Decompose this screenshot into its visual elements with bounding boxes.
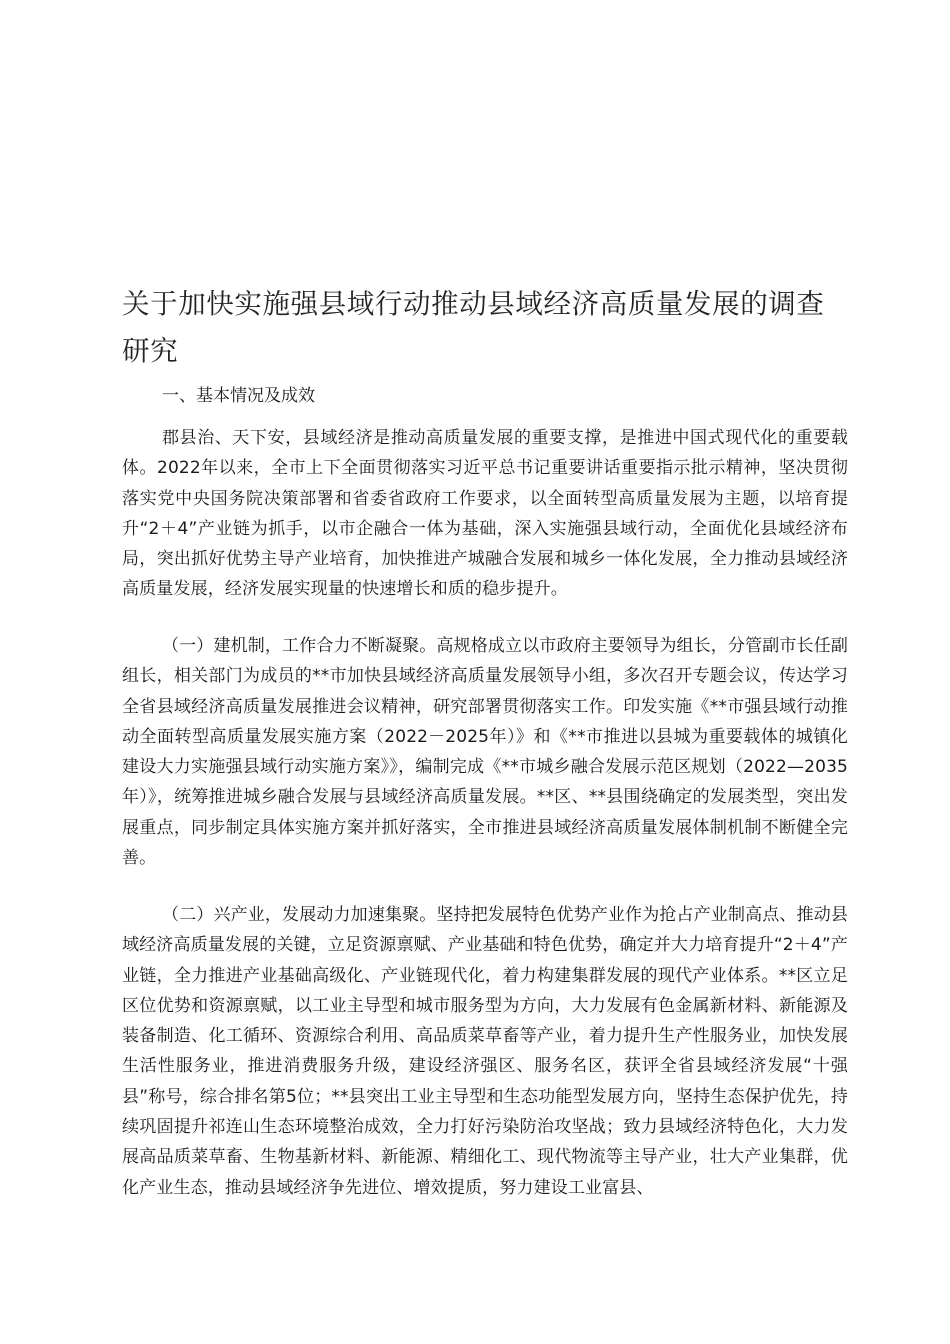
document-page [122, 0, 848, 1344]
document-title: 关于加快实施强县域行动推动县域经济高质量发展的调查研究 [122, 288, 825, 367]
section-heading: 一、基本情况及成效 [162, 386, 315, 406]
paragraph-industry: （二）兴产业，发展动力加速集聚。坚持把发展特色优势产业作为抢占产业制高点、推动县域经济高质量发展的关键，立足资源禀赋、产业基础和特色优势，确定并大力培育提升“2＋4”产业链，全力推进产业基础高级化、产业链现代化，着力构建集群发展的现代产业体系。**区立足区位优势和资源禀赋，以工业主导型和城市服务型为方向，大力发展有色金属新材料、新能源及装备制造、化工循环、资源综合利用、高品质菜草畜等产业，着力提升生产性服务业，加快发展生活性服务业，推进消费服务升级，建设经济强区、服务名区，获评全省县域经济发展“十强县”称号，综合排名第5位；**县突出工业主导型和生态功能型发展方向，坚持生态保护优先，持续巩固提升祁连山生态环境整治成效，全力打好污染防治攻坚战；致力县域经济特色化，大力发展高品质菜草畜、生物基新材料、新能源、精细化工、现代物流等主导产业，壮大产业集群，优化产业生态，推动县域经济争先进位、增效提质，努力建设工业富县、 [122, 905, 848, 1198]
paragraph-intro: 郡县治、天下安，县域经济是推动高质量发展的重要支撑，是推进中国式现代化的重要载体。2022年以来，全市上下全面贯彻落实习近平总书记重要讲话重要指示批示精神，坚决贯彻落实党中央国务院决策部署和省委省政府工作要求，以全面转型高质量发展为主题，以培育提升“2＋4”产业链为抓手，以市企融合一体为基础，深入实施强县域行动，全面优化县域经济布局，突出抓好优势主导产业培育，加快推进产城融合发展和城乡一体化发展，全力推动县域经济高质量发展，经济发展实现量的快速增长和质的稳步提升。 [122, 428, 848, 600]
paragraph-mechanism: （一）建机制，工作合力不断凝聚。高规格成立以市政府主要领导为组长，分管副市长任副组长，相关部门为成员的**市加快县域经济高质量发展领导小组，多次召开专题会议，传达学习全省县域经济高质量发展推进会议精神，研究部署贯彻落实工作。印发实施《**市强县域行动推动全面转型高质量发展实施方案（2022－2025年）》和《**市推进以县城为重要载体的城镇化建设大力实施强县域行动实施方案》》，编制完成《**市城乡融合发展示范区规划（2022—2035年）》，统筹推进城乡融合发展与县域经济高质量发展。**区、**县围绕确定的发展类型，突出发展重点，同步制定具体实施方案并抓好落实，全市推进县域经济高质量发展体制机制不断健全完善。 [122, 636, 848, 869]
